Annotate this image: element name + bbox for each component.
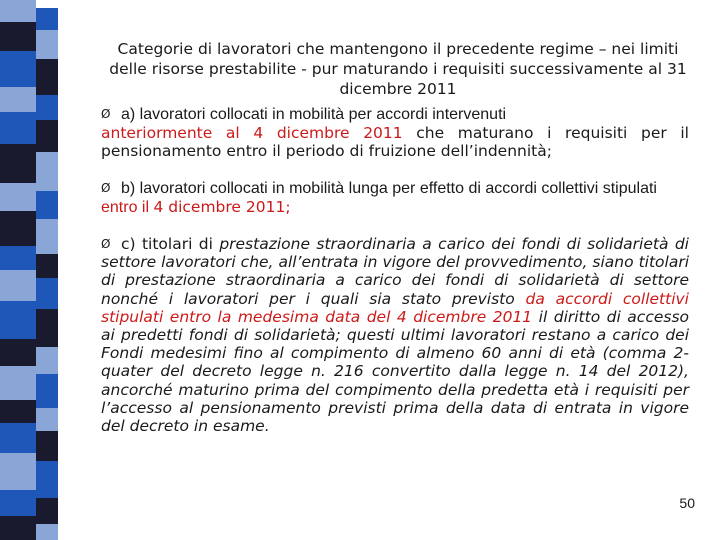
strip-block (36, 8, 58, 30)
arrow-bullet-icon: Ø (101, 180, 111, 195)
strip-block (36, 152, 58, 191)
strip-block (0, 516, 36, 540)
strip-block (36, 30, 58, 59)
strip-block (36, 374, 58, 408)
strip-block (36, 347, 58, 374)
item-c-text-2: prestazione straordinaria a carico dei fondi di solidarietà di settore lavoratori che, all’entrata in vigore del provvedimento, siano titolari di prestazione straordinaria a carico dei fondi di solidarietà di settore nonché i lavoratori per i quali sia stato previsto (101, 235, 689, 308)
item-b-red: entro il (101, 198, 154, 216)
strip-block (36, 120, 58, 152)
strip-block (0, 51, 36, 87)
arrow-bullet-icon: Ø (101, 237, 111, 252)
strip-block (0, 22, 36, 51)
page-number: 50 (679, 495, 695, 511)
strip-block (0, 339, 36, 366)
strip-block (0, 87, 36, 112)
strip-block (0, 183, 36, 211)
item-c-text-3: il diritto di accesso ai predetti fondi di solidarietà; questi ultimi lavoratori restano a carico dei Fondi medesimi fino al compimento di almeno 60 anni di età (comma 2-quater del decreto legge n. 216 convertito dalla legge n. 14 del 2012), ancorché maturino prima del compimento della predetta età i requisiti per l’accesso al pensionamento previsti prima della data di entrata in vigore del decreto in esame. (101, 307, 690, 436)
strip-block (36, 408, 58, 431)
strip-block (36, 254, 58, 278)
strip-block (0, 0, 36, 22)
strip-block (36, 461, 58, 498)
strip-block (36, 278, 58, 309)
slide-title: Categorie di lavoratori che mantengono il precedente regime – nei limiti delle risorse prestabilite - pur maturando i requisiti successivamente al 31 dicembre 2011 (109, 40, 687, 98)
strip-block (0, 423, 36, 453)
strip-block (0, 112, 36, 144)
slide-body (101, 105, 689, 435)
strip-block (36, 95, 58, 120)
arrow-bullet-icon: Ø (101, 107, 111, 121)
strip-block (36, 431, 58, 461)
strip-block (0, 366, 36, 400)
strip-block (0, 211, 36, 246)
item-c-text-1: c) titolari di (121, 235, 220, 254)
item-c-red: da accordi collettivi stipulati entro la medesima data del 4 dicembre 2011 (101, 289, 689, 326)
strip-block (36, 59, 58, 95)
item-a-text-1: a) lavoratori collocati in mobilità per accordi intervenuti (121, 106, 507, 123)
strip-block (36, 524, 58, 540)
strip-block (36, 219, 58, 254)
item-a-date: anteriormente al 4 dicembre 2011 (101, 124, 403, 143)
item-a-text-2: che maturano i requisiti per il pensionamento entro il periodo di fruizione dell’indennità; (101, 124, 689, 161)
strip-block (0, 400, 36, 423)
strip-block (36, 309, 58, 347)
strip-block (0, 144, 36, 183)
strip-block (0, 490, 36, 516)
strip-block (36, 191, 58, 219)
item-b-text: b) lavoratori collocati in mobilità lunga per effetto di accordi collettivi stipulati (121, 179, 657, 197)
strip-block (0, 270, 36, 301)
strip-block (36, 498, 58, 524)
strip-block (0, 246, 36, 270)
item-b-date: 4 dicembre 2011; (153, 197, 291, 216)
item-c (101, 235, 689, 435)
item-b (101, 179, 689, 217)
strip-block (0, 453, 36, 490)
decorative-side-strip (0, 0, 70, 540)
strip-block (0, 301, 36, 339)
item-a (101, 105, 689, 161)
